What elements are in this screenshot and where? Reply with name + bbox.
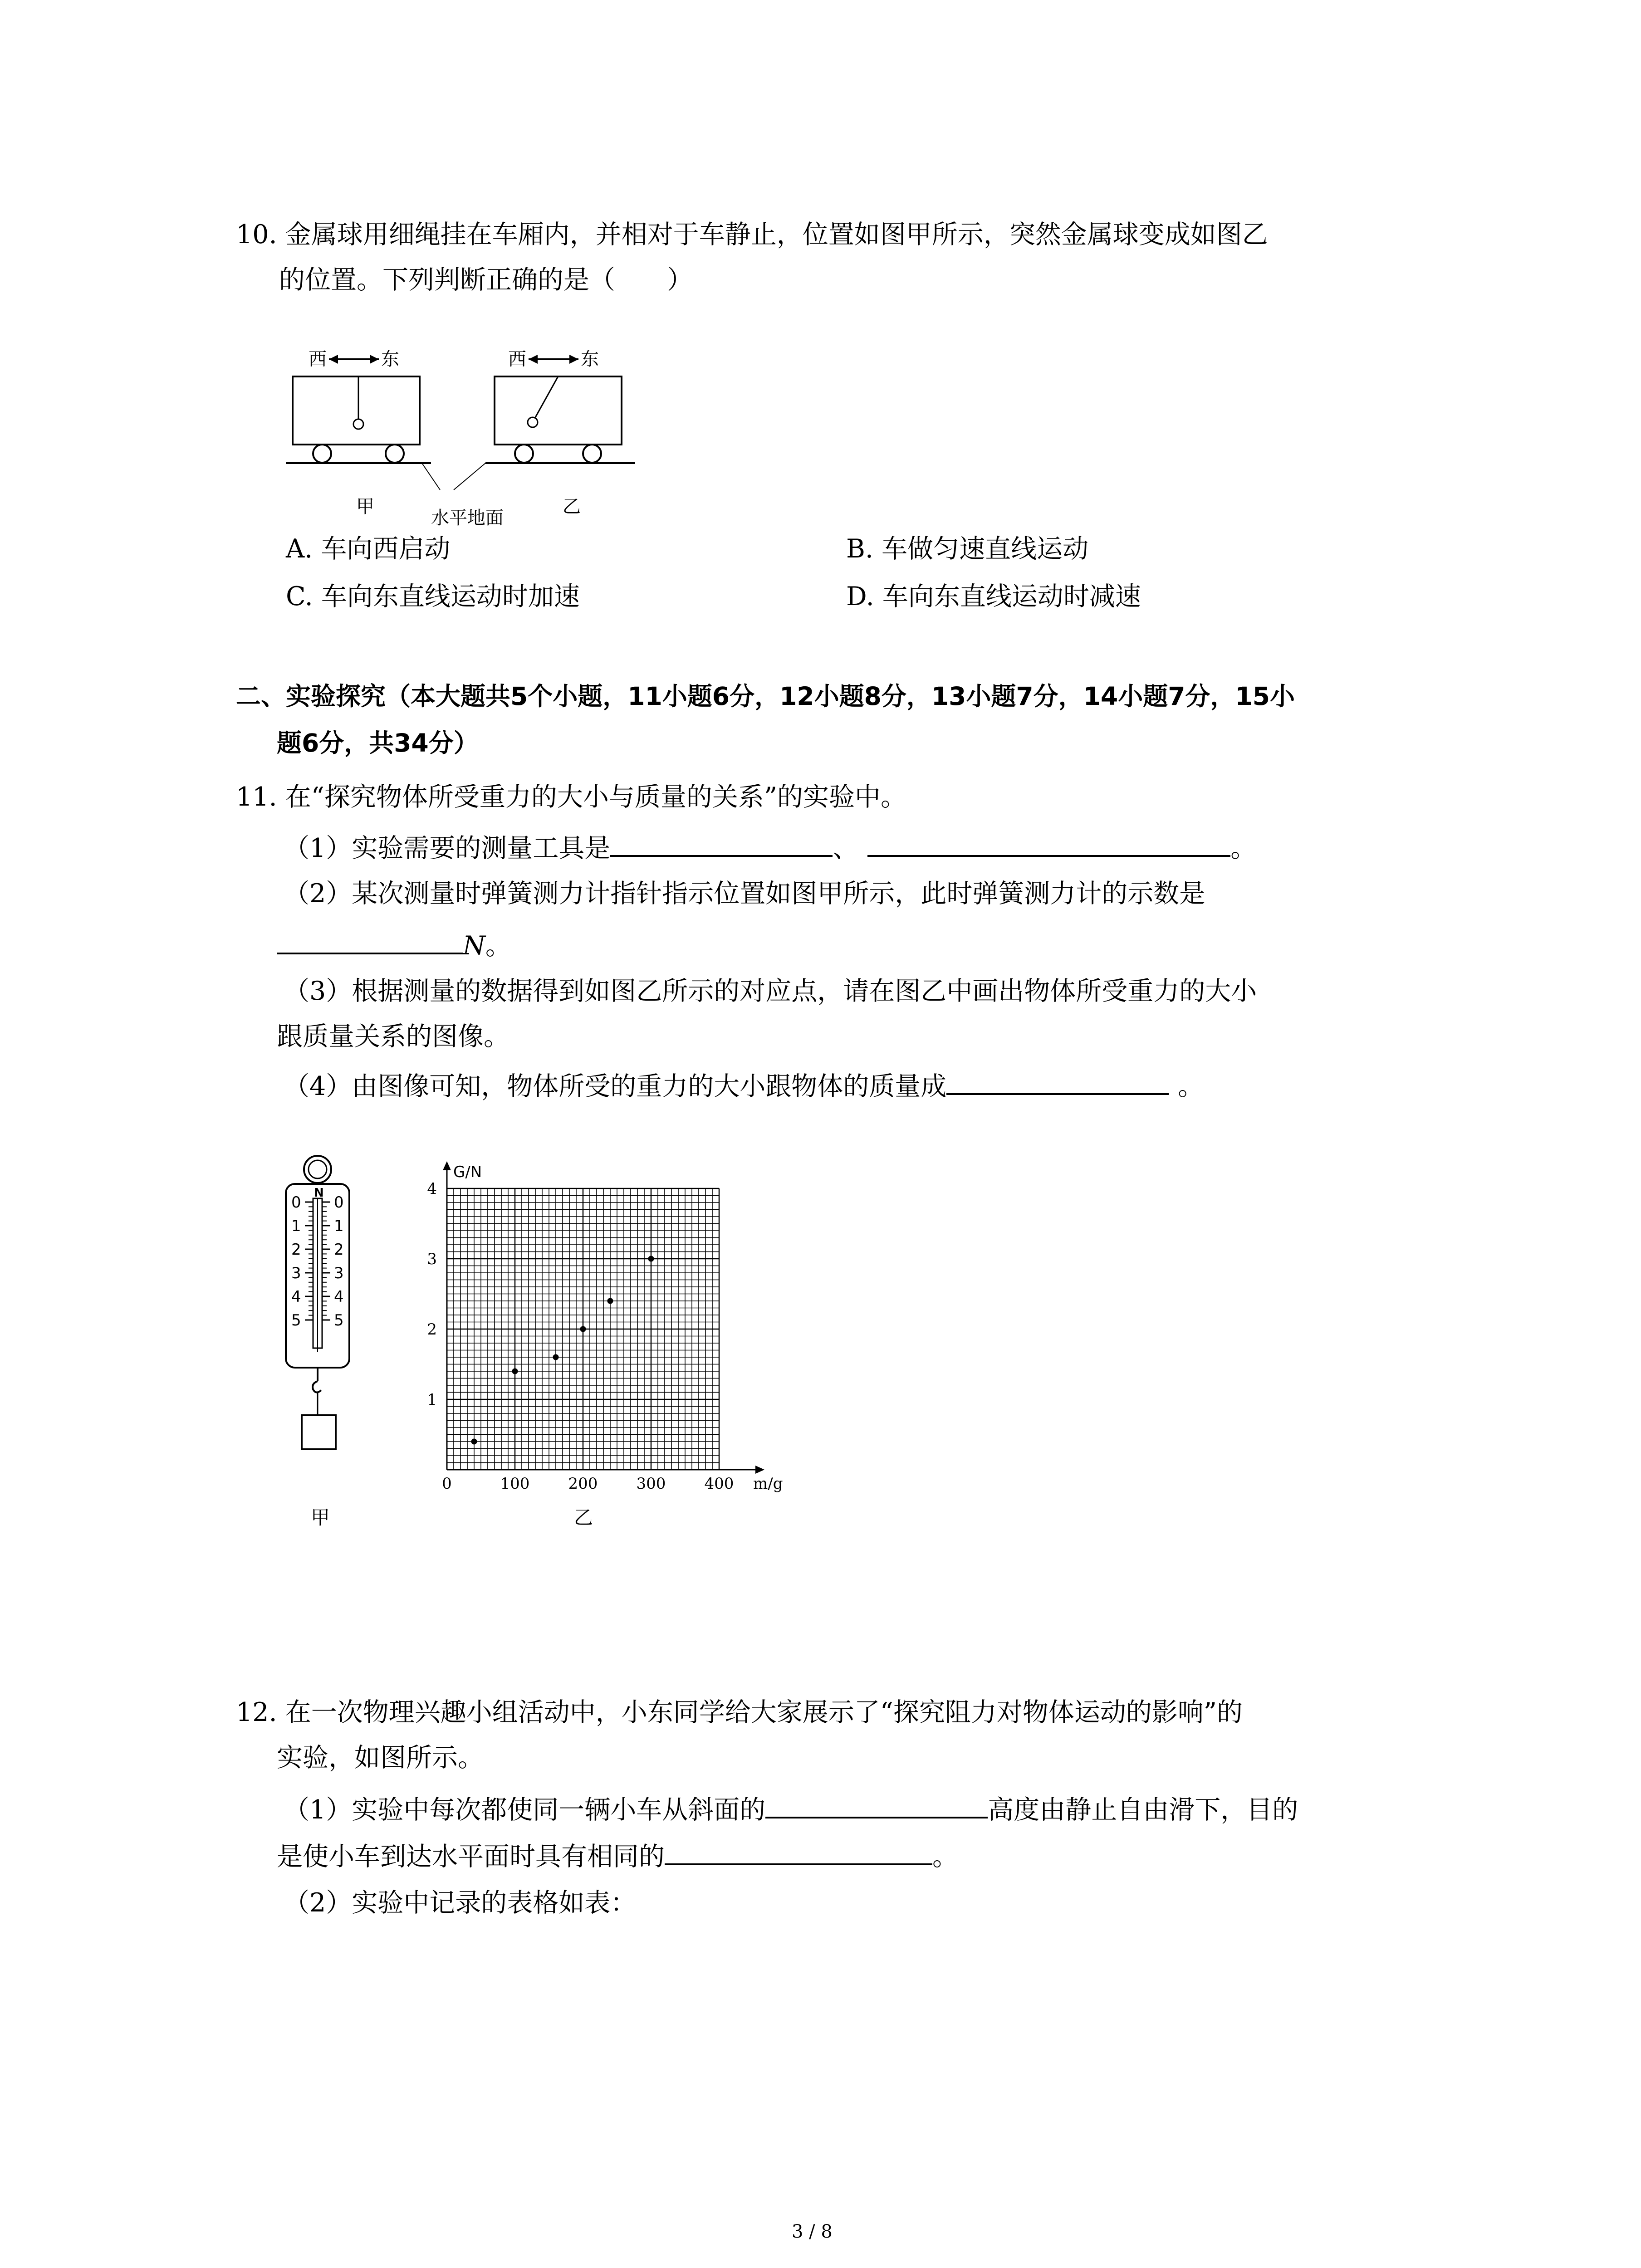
dir-east-label-2: 东 xyxy=(581,349,599,370)
data-point xyxy=(553,1354,559,1360)
q11-part2: （2）某次测量时弹簧测力计指针指示位置如图甲所示，此时弹簧测力计的示数是 xyxy=(284,879,1205,909)
y-axis-arrow-icon xyxy=(443,1161,451,1170)
q11-part1-end: 。 xyxy=(1230,833,1257,863)
fig-label-ground: 水平地面 xyxy=(431,508,504,528)
spring-tick-label: 0 xyxy=(334,1193,344,1212)
y-tick-label: 1 xyxy=(427,1391,437,1409)
y-tick-label: 4 xyxy=(427,1180,437,1198)
q12-part1-line2 xyxy=(277,1836,958,1875)
spring-tick-label: 2 xyxy=(291,1241,301,1259)
y-tick-label: 3 xyxy=(427,1250,437,1268)
q12-part1-end: 。 xyxy=(932,1842,958,1872)
x-tick-label: 200 xyxy=(568,1475,598,1493)
spring-tick-label: 1 xyxy=(291,1217,301,1235)
dir-west-label: 西 xyxy=(309,349,327,370)
q12-part1-line2-text: 是使小车到达水平面时具有相同的 xyxy=(277,1842,665,1872)
q10-stem-line2: 的位置。下列判断正确的是（ ） xyxy=(279,265,693,295)
answer-blank-3[interactable] xyxy=(277,925,463,954)
fig-label-jia: 甲 xyxy=(356,496,374,517)
q11-part4-end: 。 xyxy=(1178,1071,1204,1101)
chart-caption: 乙 xyxy=(574,1506,593,1529)
data-point xyxy=(512,1369,518,1374)
q11-part3-line2: 跟质量关系的图像。 xyxy=(277,1022,509,1051)
section2-heading-line2: 题6分，共34分） xyxy=(277,728,479,758)
q12-part2: （2）实验中记录的表格如表： xyxy=(284,1888,637,1918)
y-tick-label: 2 xyxy=(427,1320,437,1339)
y-axis-label: G/N xyxy=(453,1163,482,1181)
q12-stem-line2: 实验，如图所示。 xyxy=(277,1743,484,1773)
data-point xyxy=(648,1256,654,1262)
arrow-icon xyxy=(309,349,599,370)
x-axis-arrow-icon xyxy=(755,1466,764,1474)
spring-tick-label: 3 xyxy=(334,1264,344,1282)
spring-tick-label: 4 xyxy=(334,1288,344,1306)
q11-part3-line1: （3）根据测量的数据得到如图乙所示的对应点，请在图乙中画出物体所受重力的大小 xyxy=(284,976,1257,1006)
q10-cart-figure xyxy=(272,345,644,526)
dir-east-label: 东 xyxy=(381,349,399,370)
q11-unit: N xyxy=(463,931,485,961)
spring-tick-label: 5 xyxy=(334,1311,344,1330)
spring-tick-label: 4 xyxy=(291,1288,301,1306)
gravity-mass-chart xyxy=(411,1161,810,1533)
answer-blank-6[interactable] xyxy=(665,1836,932,1865)
fig-label-yi: 乙 xyxy=(563,496,581,517)
q12-part1-line1 xyxy=(284,1789,1298,1828)
spring-tick-label: 5 xyxy=(291,1311,301,1330)
spring-label-jia: 甲 xyxy=(311,1506,330,1529)
q11-part2-answer xyxy=(277,925,511,964)
q12-part1-mid: 高度由静止自由滑下，目的 xyxy=(988,1795,1298,1825)
q11-part4 xyxy=(284,1066,1204,1105)
q10-option-c: C. 车向东直线运动时加速 xyxy=(286,582,580,611)
x-axis-label: m/g xyxy=(753,1475,783,1493)
answer-blank-1[interactable] xyxy=(610,828,833,857)
answer-blank-4[interactable] xyxy=(946,1066,1169,1095)
spring-tick-label: 3 xyxy=(291,1264,301,1282)
answer-blank-2[interactable] xyxy=(867,828,1230,857)
x-tick-label: 0 xyxy=(442,1475,452,1493)
q11-part1 xyxy=(284,828,1256,866)
q10-option-a: A. 车向西启动 xyxy=(286,534,451,564)
section2-heading-line1: 二、实验探究（本大题共5个小题，11小题6分，12小题8分，13小题7分，14小题7分，15小 xyxy=(236,682,1295,711)
spring-unit-label: N xyxy=(314,1186,324,1200)
answer-blank-5[interactable] xyxy=(765,1789,988,1818)
dir-west-label-2: 西 xyxy=(508,349,526,370)
q10-option-b: B. 车做匀速直线运动 xyxy=(846,534,1089,564)
q12-stem-line1: 12. 在一次物理兴趣小组活动中，小东同学给大家展示了“探究阻力对物体运动的影响”的 xyxy=(236,1697,1243,1727)
q11-part1-text: （1）实验需要的测量工具是 xyxy=(284,833,611,863)
data-point xyxy=(471,1439,477,1445)
data-point xyxy=(580,1326,586,1332)
q12-part1-text: （1）实验中每次都使同一辆小车从斜面的 xyxy=(284,1795,766,1825)
page-number: 3 / 8 xyxy=(792,2221,833,2242)
x-tick-label: 300 xyxy=(636,1475,666,1493)
x-tick-label: 100 xyxy=(500,1475,530,1493)
x-tick-label: 400 xyxy=(704,1475,734,1493)
data-point xyxy=(607,1298,613,1304)
q11-stem: 11. 在“探究物体所受重力的大小与质量的关系”的实验中。 xyxy=(236,782,907,812)
q11-part4-text: （4）由图像可知，物体所受的重力的大小跟物体的质量成 xyxy=(284,1071,947,1101)
q10-option-d: D. 车向东直线运动时减速 xyxy=(846,582,1141,611)
spring-tick-label: 0 xyxy=(291,1193,301,1212)
spring-tick-label: 2 xyxy=(334,1241,344,1259)
spring-scale-figure xyxy=(272,1152,363,1533)
q11-part2-end: 。 xyxy=(485,931,511,961)
q11-part1-sep: 、 xyxy=(833,833,859,863)
spring-tick-label: 1 xyxy=(334,1217,344,1235)
q10-stem-line1: 10. 金属球用细绳挂在车厢内，并相对于车静止，位置如图甲所示，突然金属球变成如图乙 xyxy=(236,220,1268,249)
